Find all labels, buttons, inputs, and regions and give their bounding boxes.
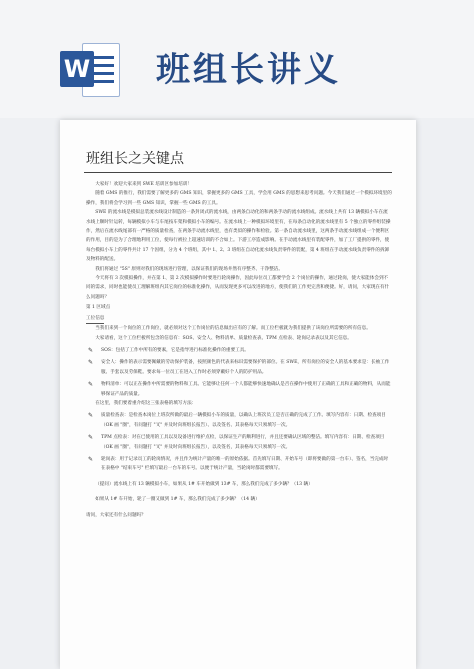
document-body: [86, 180, 392, 520]
document-page: [60, 120, 416, 669]
list-item-text: 轮岗表：用于记录员工的轮岗情况，并且作为统计产量的唯一的原始依据。首先填写日期、开始车号（即将要做的第一台车）、签名，当完成时在表格中 "结束车号" 栏填写最后一台车的车号。以便于统计产量，当轮岗时都需要填写。: [101, 456, 389, 472]
greeting-paragraph: 大家好！欢迎大家来到 SWE 培训区参加培训！: [95, 182, 193, 187]
list-item: [86, 433, 392, 452]
list-item-text: 质量检查表：是检查本岗位上班次所做的最后一辆模拟小车的质量，以确认上班次员工是否正确的完成了工作。填写内容有：日期、检查项目（OK 画 "圈"，有问题打 "叉" 并及时向班组长报告）、以及签名、其表格每天只须填写一次。: [101, 413, 386, 428]
station-info-paragraph: 当我们来到一个岗位的工作岗位，就必须对这个工作岗位的信息做出应有的了解。而工位栏板就为我们提供了该岗位所需要的所有信息。: [95, 326, 371, 332]
pencil-icon: ✎: [88, 412, 94, 420]
pencil-icon: ✎: [88, 455, 94, 463]
title-divider: [84, 172, 392, 173]
banner: [0, 0, 474, 118]
list-item-text: 安全人：操作的表示需要佩戴的劳动保护装备，按照颜色的代表来标识需要保护的部位。在 SWE，所有岗位的安全人的基本要求是：长袖工作服、手套以及劳保鞋。要求每一位员工在进入工作时必须穿戴好个人的防护用品。: [101, 360, 390, 375]
pencil-icon: ✎: [88, 434, 94, 442]
word-document-icon: [60, 43, 118, 95]
question-paragraph: 如果从 1# 车开始，轮了一圈又做到 1# 车，那么我们完成了多少辆？（14 辆）: [95, 497, 260, 503]
list-item-text: SOS：包括了工作中所有的要素，它是指导进行标准化操作的重要工具。: [101, 347, 249, 353]
list-item: [86, 455, 392, 474]
word-logo-letter: W: [60, 51, 94, 87]
list-item-text: 物料清单：可以正在操作中所需要的物料和工具。它能够让任何一个人都能够快速地确认是否在操作中使用了正确的工具和正确的物料，从而能够保证产品的质量。: [101, 382, 391, 397]
intro-paragraph: 随着 GMS 的推行，我们需要了解更多的 GMS 知识，掌握更多的 GMS 工具，学会用 GMS 的思想来思考问题。今天我们通过一个模拟环境里的操作，我们将会学习到一些 GMS 知识，掌握一些 GMS 的工具。: [86, 191, 392, 206]
forms-intro-paragraph: 在这里，我们要着重介绍这三张表格的填写方法：: [95, 400, 197, 406]
rotation-paragraph: 今天将有 3 次模拟操作，并在第 1、第 2 次模拟操作时要进行轮岗操作，因此每位员工都要学会 2 个岗位的操作，通过轮岗，使大家能体会到不同的需求，同时也能使员工理解班组内其它岗位的标准化操作，从而发现更多可以改进的地方，使我们的工作更完善和便捷。好，请问，大家现在有什么问题吗？: [86, 276, 390, 300]
subsection-heading: 工位信息: [86, 314, 104, 324]
list-item: [86, 411, 392, 430]
question-paragraph: （提问）流水线上有 13 辆模拟小车，如果从 1# 车开始做到 13# 车，那么我们完成了多少辆？（13 辆）: [95, 481, 313, 487]
line-description-paragraph: SWE 的流水线是模拟总装流水线设计制造的一条封闭式的流水线，由两条自动化的和两条手动的流水线组成。流水线上共有 13 辆模拟小车在流水线上顺时针运转，每辆模拟小车与车尾按车架和模拟小车的编号。在流水线上一种模拟环境里有，在每条自动化的流水线里有 5 个独立的零件组装操作，然后在流水线尾部有一严格的质量检查，在两条手动流水线里，也有类似的操作和检验。第一条自动流水线里，这两条手动流水线组成一个便利区的作用，目的是为了合理地利用工位，使每行被拉上超速培训的不合如上。下游工序造成影响。在手动流水线里有装配零件，加了工厂提供的零件，使每台模拟小车上的零件共计 17 个因组，分为 4 个班组，其中 1、2、3 班组在自动化流水线负责零件的装配，第 4 班组在手动流水线负责零件的拆卸及物料的配送。: [86, 210, 391, 263]
document-title: 班组长之关键点: [86, 151, 184, 167]
pencil-icon: ✎: [88, 381, 94, 389]
closing-question: 请问，大家还有什么问题吗？: [86, 512, 146, 518]
banner-title: 班组长讲义: [156, 50, 341, 90]
section-heading: 第 1 区域点: [86, 305, 111, 311]
list-item: [86, 358, 392, 377]
list-item-text: TPM 点检表：对在已使用的工具以及设备进行维护点检，以保证生产的顺利进行，并且还要确认区域的整洁。填写内容有：日期、检查项目（OK 画 "圈"，有问题打 "叉" 并及时向班组长报告），以及签名，其表格每天只须填写一次。: [101, 435, 385, 450]
board-contents-paragraph: 大家请看，这个工位栏板所包含的信息有：SOS、安全人、物料清单、质量检查表、TPM 点检表、轮岗记录表以及其它信息。: [95, 335, 352, 341]
pencil-icon: ✎: [88, 359, 94, 367]
5s-paragraph: 我们将通过 "5S" 原则对我们的现场进行管理，以保证我们的现场井然有序整齐、干净整洁。: [95, 266, 283, 272]
pencil-icon: ✎: [88, 346, 94, 354]
list-item: [86, 346, 392, 355]
list-item: [86, 380, 392, 399]
